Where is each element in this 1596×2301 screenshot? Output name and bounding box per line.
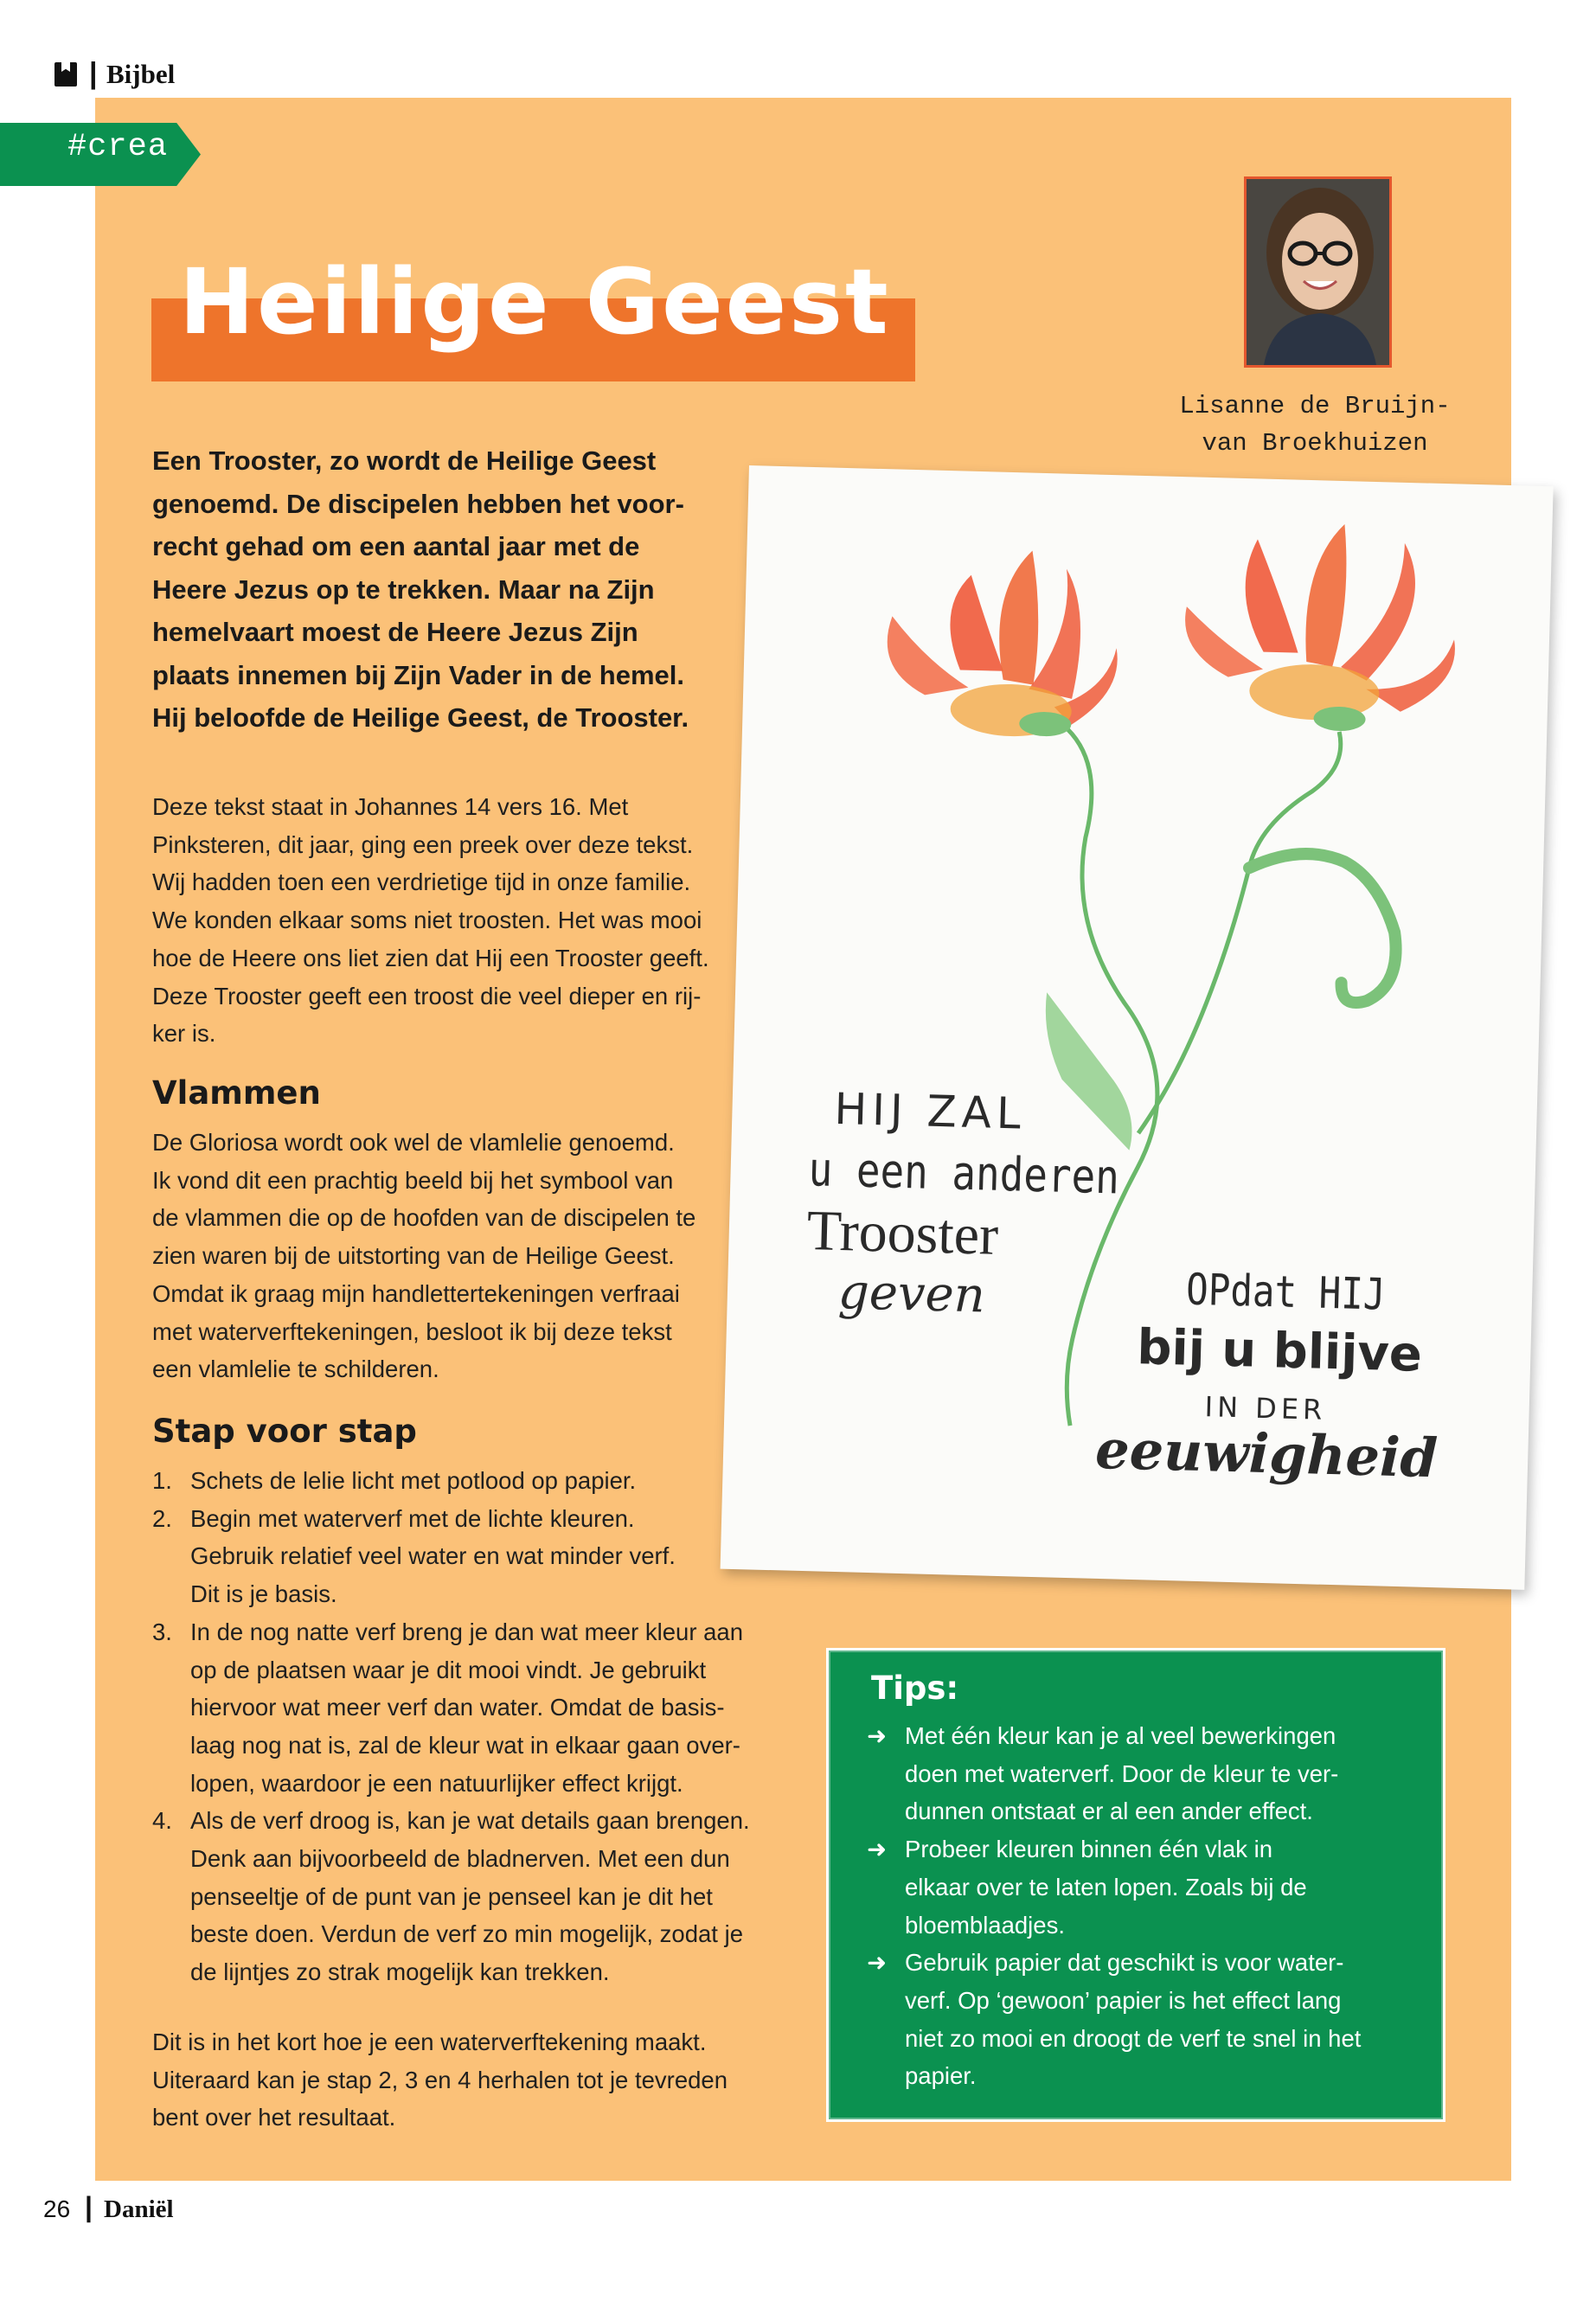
page-number: 26: [43, 2195, 71, 2222]
page-title: Heilige Geest: [179, 249, 891, 355]
step-line: Denk aan bijvoorbeeld de bladnerven. Met een dun: [190, 1845, 730, 1873]
category-tag-label: #crea: [67, 129, 169, 165]
right-lily: [1183, 520, 1458, 734]
step-line: Gebruik relatief veel water en wat minder verf.: [190, 1542, 676, 1570]
body-line: Uiteraard kan je stap 2, 3 en 4 herhalen tot je tevreden: [152, 2066, 728, 2093]
card-text-line: eeuwigheid: [1094, 1417, 1439, 1490]
tip-line: dunnen ontstaat er al een ander effect.: [905, 1798, 1313, 1825]
body-line: hoe de Heere ons liet zien dat Hij een Trooster geeft.: [152, 944, 709, 971]
step-line: Dit is je basis.: [190, 1580, 337, 1608]
card-text-line: IN DER: [1204, 1390, 1327, 1426]
tip-line: papier.: [905, 2062, 977, 2090]
step-number: 4.: [152, 1807, 172, 1835]
body-line: ker is.: [152, 1020, 216, 1048]
step-line: Als de verf droog is, kan je wat details gaan brengen.: [190, 1807, 750, 1835]
step-line: op de plaatsen waar je dit mooi vindt. Je gebruikt: [190, 1656, 707, 1683]
step-line: beste doen. Verdun de verf zo min mogelijk, zodat je: [190, 1920, 743, 1948]
magazine-name: Daniël: [104, 2195, 174, 2223]
steps-list: [152, 1462, 775, 1991]
card-text-line: OPdat HIJ: [1185, 1264, 1387, 1320]
tip-line: verf. Op ‘gewoon’ papier is het effect lang: [905, 1986, 1342, 2014]
body-line: Deze Trooster geeft een troost die veel dieper en rij-: [152, 982, 702, 1009]
card-text-line: bij u blijve: [1136, 1319, 1423, 1383]
tip-line: elkaar over te laten lopen. Zoals bij de: [905, 1873, 1307, 1900]
arrow-right-icon: ➜: [867, 1836, 888, 1863]
step-line: penseeltje of de punt van je penseel kan je dit het: [190, 1882, 713, 1910]
step-item: [152, 1613, 775, 1803]
body-line: Deze tekst staat in Johannes 14 vers 16. Met: [152, 793, 629, 820]
tip-line: doen met waterverf. Door de kleur te ver-: [905, 1759, 1339, 1787]
body-line: met waterverftekeningen, besloot ik bij deze tekst: [152, 1317, 672, 1345]
tip-item: [867, 1717, 1403, 1830]
tip-line: Gebruik papier dat geschikt is voor water-: [905, 1949, 1344, 1977]
arrow-right-icon: ➜: [867, 1722, 888, 1749]
intro-line: Heere Jezus op te trekken. Maar na Zijn: [152, 574, 655, 605]
body-line: een vlamlelie te schilderen.: [152, 1356, 439, 1383]
card-text-line: geven: [837, 1264, 986, 1324]
watercolor-card: [721, 465, 1554, 1590]
card-text-line: u een anderen: [807, 1142, 1120, 1205]
heading-vlammen: Vlammen: [152, 1074, 321, 1112]
step-item: [152, 1462, 775, 1500]
body-line: Dit is in het kort hoe je een waterverftekening maakt.: [152, 2029, 707, 2055]
tip-item: [867, 1830, 1403, 1944]
intro-paragraph: [152, 439, 740, 740]
author-name-line: Lisanne de Bruijn-: [1179, 392, 1451, 420]
author-name-line: van Broekhuizen: [1202, 429, 1428, 458]
body-line: Pinksteren, dit jaar, ging een preek over deze tekst.: [152, 830, 694, 858]
left-lily: [885, 547, 1120, 739]
body-line: zien waren bij de uitstorting van de Heilige Geest.: [152, 1242, 675, 1270]
step-number: 1.: [152, 1467, 172, 1494]
footer-separator: |: [85, 2191, 93, 2222]
author-name: [1151, 388, 1479, 462]
tips-list: [867, 1717, 1403, 2095]
step-line: hiervoor wat meer verf dan water. Omdat de basis-: [190, 1694, 725, 1721]
arrow-right-icon: ➜: [867, 1949, 888, 1977]
section-label: Bijbel: [106, 59, 176, 89]
body-paragraph-vlammen: [152, 1124, 775, 1388]
header-separator: |: [89, 57, 98, 90]
tip-line: Met één kleur kan je al veel bewerkingen: [905, 1722, 1336, 1749]
author-portrait-illustration: [1247, 179, 1389, 365]
body-line: Omdat ik graag mijn handlettertekeningen verfraai: [152, 1279, 680, 1307]
body-paragraph-closing: [152, 2023, 775, 2137]
step-line: Begin met waterverf met de lichte kleuren.: [190, 1504, 635, 1532]
author-photo: [1244, 176, 1392, 368]
body-paragraph-1: [152, 788, 775, 1053]
tip-line: niet zo mooi en droogt de verf te snel in het: [905, 2024, 1362, 2052]
body-line: Wij hadden toen een verdrietige tijd in onze familie.: [152, 868, 691, 896]
body-line: Ik vond dit een prachtig beeld bij het symbool van: [152, 1166, 674, 1194]
step-number: 2.: [152, 1504, 172, 1532]
step-number: 3.: [152, 1618, 172, 1645]
step-line: de lijntjes zo strak mogelijk kan trekken.: [190, 1958, 610, 1986]
body-line: de vlammen die op de hoofden van de discipelen te: [152, 1204, 696, 1232]
intro-line: genoemd. De discipelen hebben het voor-: [152, 488, 684, 519]
step-item: [152, 1802, 775, 1991]
intro-line: recht gehad om een aantal jaar met de: [152, 531, 640, 561]
intro-line: plaats innemen bij Zijn Vader in de hemel.: [152, 659, 684, 690]
tip-item: [867, 1944, 1403, 2095]
intro-line: Hij beloofde de Heilige Geest, de Trooster.: [152, 702, 689, 733]
bible-icon: [54, 62, 77, 87]
step-line: laag nog nat is, zal de kleur wat in elkaar gaan over-: [190, 1731, 740, 1759]
intro-line: Een Trooster, zo wordt de Heilige Geest: [152, 445, 657, 476]
body-line: De Gloriosa wordt ook wel de vlamlelie genoemd.: [152, 1129, 675, 1156]
tip-line: Probeer kleuren binnen één vlak in: [905, 1836, 1273, 1863]
body-line: We konden elkaar soms niet troosten. Het was mooi: [152, 907, 702, 934]
intro-line: hemelvaart moest de Heere Jezus Zijn: [152, 617, 638, 647]
step-line: Schets de lelie licht met potlood op papier.: [190, 1467, 637, 1494]
step-item: [152, 1500, 775, 1613]
step-line: lopen, waardoor je een natuurlijker effect krijgt.: [190, 1769, 683, 1797]
card-text-line: HIJ ZAL: [833, 1083, 1027, 1139]
tips-title: Tips:: [871, 1670, 959, 1707]
body-line: bent over het resultaat.: [152, 2104, 396, 2131]
step-line: In de nog natte verf breng je dan wat meer kleur aan: [190, 1618, 744, 1645]
heading-stap-voor-stap: Stap voor stap: [152, 1413, 417, 1450]
tip-line: bloemblaadjes.: [905, 1911, 1065, 1939]
card-text-line: Trooster: [805, 1199, 1000, 1267]
